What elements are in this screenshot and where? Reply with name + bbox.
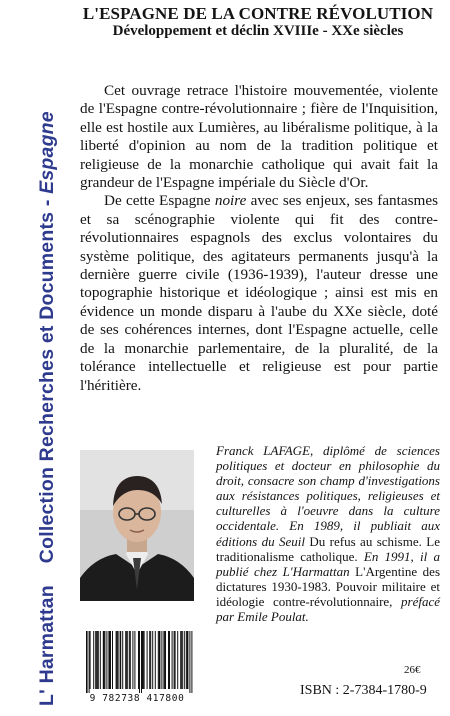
barcode-bar bbox=[138, 631, 139, 689]
barcode-bar bbox=[172, 631, 173, 689]
barcode-bar bbox=[103, 631, 105, 689]
barcode-bar bbox=[149, 631, 150, 689]
author-bio bbox=[216, 443, 440, 624]
barcode-bar bbox=[141, 631, 142, 693]
barcode-bar bbox=[186, 631, 187, 689]
barcode-bar bbox=[130, 631, 131, 689]
barcode-bar bbox=[164, 631, 166, 689]
spine-band bbox=[0, 0, 66, 716]
barcode-bar bbox=[118, 631, 119, 689]
publisher-name: L' Harmattan bbox=[36, 585, 58, 706]
barcode-bar bbox=[168, 631, 169, 689]
barcode-bar bbox=[132, 631, 133, 689]
author-photo-icon bbox=[80, 450, 194, 601]
barcode-bar bbox=[184, 631, 185, 689]
barcode-bar bbox=[112, 631, 113, 689]
barcode-bar bbox=[89, 631, 90, 693]
barcode-bar bbox=[93, 631, 94, 689]
barcode-bar bbox=[96, 631, 97, 689]
barcode-bar bbox=[161, 631, 162, 689]
barcode-bar bbox=[110, 631, 111, 689]
barcode-bar bbox=[90, 631, 91, 689]
blurb-paragraph-1: Cet ouvrage retrace l'histoire mouvementée, violente de l'Espagne contre-révolutionnaire ; fière de l'Inquisition, elle est hostile aux Lumières, au libéralisme politique, à la liberté d'opinion au nom de la tradition politique et religieuse de la monarchie catholique qui avait fait la grandeur de l'Espagne impériale du Siècle d'Or. bbox=[80, 82, 438, 192]
barcode-bar bbox=[144, 631, 145, 689]
barcode-bar bbox=[159, 631, 161, 689]
blurb-text: De cette Espagne bbox=[104, 192, 215, 210]
barcode-bar bbox=[163, 631, 164, 689]
bio-text: préfacé par Emile Poulat. bbox=[216, 593, 440, 625]
barcode-bar bbox=[175, 631, 176, 689]
barcode-bar bbox=[142, 631, 144, 689]
barcode-bar bbox=[150, 631, 151, 689]
isbn: ISBN : 2-7384-1780-9 bbox=[300, 683, 427, 698]
bio-text: Franck LAFAGE, diplômé de sciences politiques et docteur en philosophie du droit, consacre son champ d'investigations aux résistances politiques, religieuses et culturelles à l'oeuvre dans la culture occidentale. En 1989, il publiait aux éditions du Seuil bbox=[216, 443, 440, 549]
barcode-bar bbox=[139, 631, 140, 693]
barcode-bar bbox=[86, 631, 88, 693]
barcode-bar bbox=[180, 631, 181, 689]
blurb bbox=[80, 82, 438, 395]
barcode-bar bbox=[106, 631, 107, 689]
barcode-bar bbox=[108, 631, 110, 689]
barcode-bar bbox=[100, 631, 101, 689]
barcode-bar bbox=[174, 631, 175, 689]
barcode-bar bbox=[169, 631, 170, 689]
barcode-bar bbox=[95, 631, 96, 689]
author-photo bbox=[80, 450, 194, 601]
barcode-bar bbox=[187, 631, 189, 689]
bio-text: En 1991, il a publié chez L'Harmattan bbox=[216, 548, 441, 579]
barcode-bar bbox=[189, 631, 190, 693]
barcode bbox=[80, 629, 194, 706]
barcode-bar bbox=[120, 631, 122, 689]
barcode-bar bbox=[191, 631, 192, 693]
price: 26€ bbox=[404, 664, 421, 676]
barcode-bar bbox=[104, 631, 105, 689]
barcode-bar bbox=[152, 631, 153, 689]
blurb-italic: noire bbox=[214, 192, 247, 210]
barcode-bar bbox=[125, 631, 127, 689]
collection-name: Collection Recherches et Documents - bbox=[36, 199, 58, 564]
barcode-bar bbox=[158, 631, 159, 689]
barcode-bar bbox=[155, 631, 156, 689]
barcode-number: 9 782738 417800 bbox=[89, 693, 185, 704]
barcode-bar bbox=[181, 631, 183, 689]
book-subtitle: Développement et déclin XVIIIe - XXe siècles bbox=[112, 23, 404, 39]
barcode-bar bbox=[97, 631, 99, 689]
series-name: Espagne bbox=[36, 111, 58, 194]
barcode-bar bbox=[134, 631, 135, 689]
barcode-bar bbox=[116, 631, 117, 689]
barcode-bar bbox=[177, 631, 178, 689]
blurb-text: avec ses enjeux, ses fantasmes et sa scénographie violente qui fit des contre-révolutionnaires espagnols des exclus volontaires du système politique, des agitateurs permanents jusqu'à la dernière guerre civile (1936-1939), l'auteur dresse une topographie historique et idéologique ; ainsi est mis en évidence un monde disparu à l'aube du XXe siècle, doté de ses cohérences internes, dont l'Espagne actuelle, celle de la monarchie parlementaire, de la pluralité, de la tolérance intellectuelle et religieuse est pour partie l'héritière. bbox=[80, 192, 438, 394]
bio-book-title: L'Argentine des dictatures 1930-1983. Pouvoir militaire et idéologie contre-révolutionnaire, bbox=[216, 563, 441, 609]
spine-text bbox=[36, 111, 59, 706]
barcode-bar bbox=[147, 631, 148, 689]
barcode-bar bbox=[117, 631, 118, 689]
bio-book-title: Du refus au schisme. Le traditionalisme catholique. bbox=[216, 533, 440, 564]
book-title: L'ESPAGNE DE LA CONTRE RÉVOLUTION bbox=[82, 4, 434, 23]
barcode-bar bbox=[129, 631, 130, 689]
blurb-paragraph-2 bbox=[80, 192, 438, 394]
barcode-bar bbox=[122, 631, 123, 689]
barcode-bar bbox=[127, 631, 128, 689]
